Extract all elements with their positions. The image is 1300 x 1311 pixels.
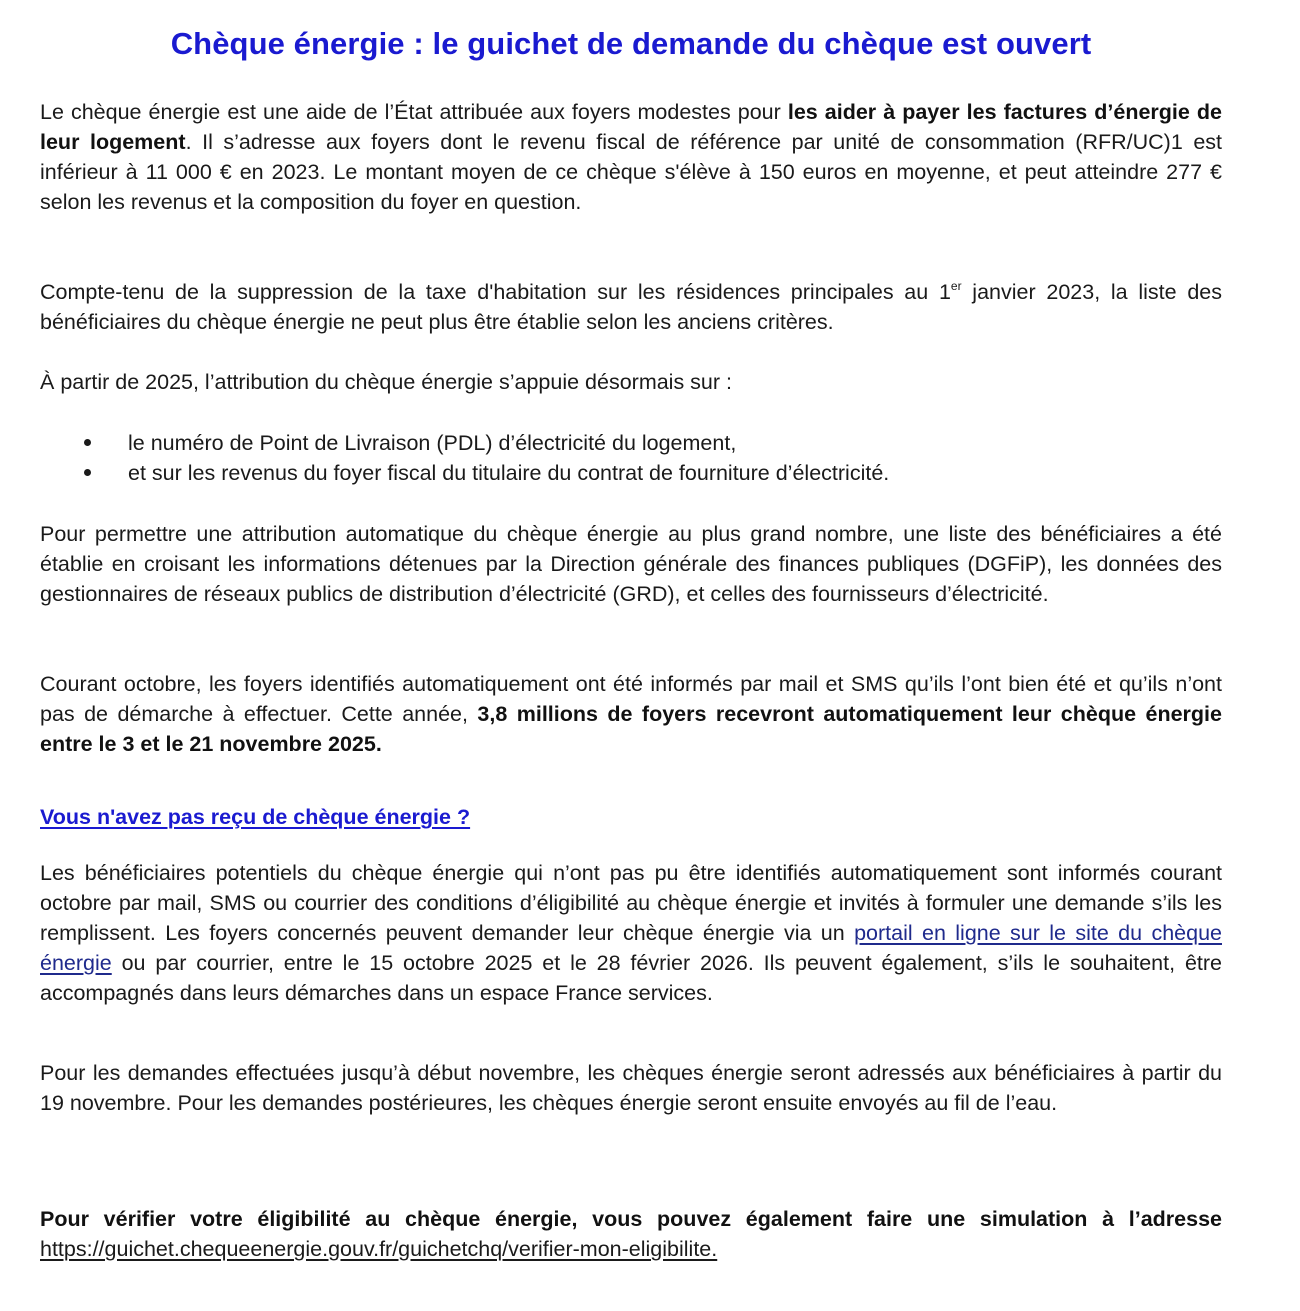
- automatic-emphasis: 3,8 millions de foyers recevront automatiquement leur chèque énergie entre le 3 et le 21 novembre 2025.: [40, 702, 1222, 756]
- criteria-list: [40, 428, 1222, 488]
- delivery-paragraph: Pour les demandes effectuées jusqu’à début novembre, les chèques énergie seront adressés aux bénéficiaires à partir du 19 novembre. Pour les demandes postérieures, les chèques énergie seront ensuite envoyés au fil de l’eau.: [40, 1061, 1222, 1115]
- bullet-icon: [84, 439, 91, 446]
- list-item: [40, 458, 1222, 488]
- request-text-continued: ou par courrier, entre le 15 octobre 2025 et le 28 février 2026. Ils peuvent également, s’ils le souhaitent, être accompagnés dans leurs démarches dans un espace France services.: [40, 951, 1222, 1005]
- eligibility-paragraph: [40, 1204, 1222, 1264]
- intro-paragraph: [40, 97, 1222, 217]
- automatic-text: Courant octobre, les foyers identifiés automatiquement ont été informés par mail et SMS qu’ils l’ont bien été et qu’ils n’ont pas de démarche à effectuer. Cette année,: [40, 672, 1222, 726]
- not-received-heading-link[interactable]: Vous n'avez pas reçu de chèque énergie ?: [40, 805, 471, 829]
- online-portal-link[interactable]: portail en ligne sur le site du chèque énergie: [40, 921, 1222, 975]
- list-item: [40, 428, 1222, 458]
- context-text-continued: janvier 2023, la liste des bénéficiaires du chèque énergie ne peut plus être établie selon les anciens critères.: [40, 280, 1222, 334]
- context-paragraph: [40, 277, 1222, 337]
- intro-text-continued: . Il s’adresse aux foyers dont le revenu fiscal de référence par unité de consommation (RFR/UC)1 est inférieur à 11 000 € en 2023. Le montant moyen de ce chèque s'élève à 150 euros en moyenne, et peut atteindre 277 € selon les revenus et la composition du foyer en question.: [40, 130, 1223, 214]
- request-text: Les bénéficiaires potentiels du chèque énergie qui n’ont pas pu être identifiés automatiquement sont informés courant octobre par mail, SMS ou courrier des conditions d’éligibilité au chèque énergie et invités à formuler une demande s’ils les remplissent. Les foyers concernés peuvent demander leur chèque énergie via un: [40, 861, 1222, 945]
- intro-text: Le chèque énergie est une aide de l’État attribuée aux foyers modestes pour: [40, 100, 788, 124]
- eligibility-text: Pour vérifier votre éligibilité au chèque énergie, vous pouvez également faire une simulation à l’adresse: [40, 1207, 1222, 1231]
- attribution-paragraph: Pour permettre une attribution automatique du chèque énergie au plus grand nombre, une liste des bénéficiaires a été établie en croisant les informations détenues par la Direction générale des finances publiques (DGFiP), les données des gestionnaires de réseaux publics de distribution d’électricité (GRD), et celles des fournisseurs d’électricité.: [40, 522, 1222, 606]
- bullet-icon: [84, 469, 91, 476]
- context-text: Compte-tenu de la suppression de la taxe d'habitation sur les résidences principales au 1: [40, 280, 951, 304]
- list-item-text: le numéro de Point de Livraison (PDL) d’électricité du logement,: [128, 431, 737, 455]
- intro-emphasis: les aider à payer les factures d’énergie de leur logement: [40, 100, 1222, 154]
- ordinal-superscript: er: [950, 279, 962, 293]
- list-item-text: et sur les revenus du foyer fiscal du titulaire du contrat de fourniture d’électricité.: [128, 461, 890, 485]
- page-title: Chèque énergie : le guichet de demande du chèque est ouvert: [170, 26, 1092, 61]
- automatic-paragraph: [40, 669, 1222, 759]
- eligibility-url-link[interactable]: https://guichet.chequeenergie.gouv.fr/guichetchq/verifier-mon-eligibilite.: [40, 1237, 718, 1261]
- request-paragraph: [40, 858, 1222, 1008]
- criteria-intro-paragraph: À partir de 2025, l’attribution du chèque énergie s’appuie désormais sur :: [40, 370, 732, 394]
